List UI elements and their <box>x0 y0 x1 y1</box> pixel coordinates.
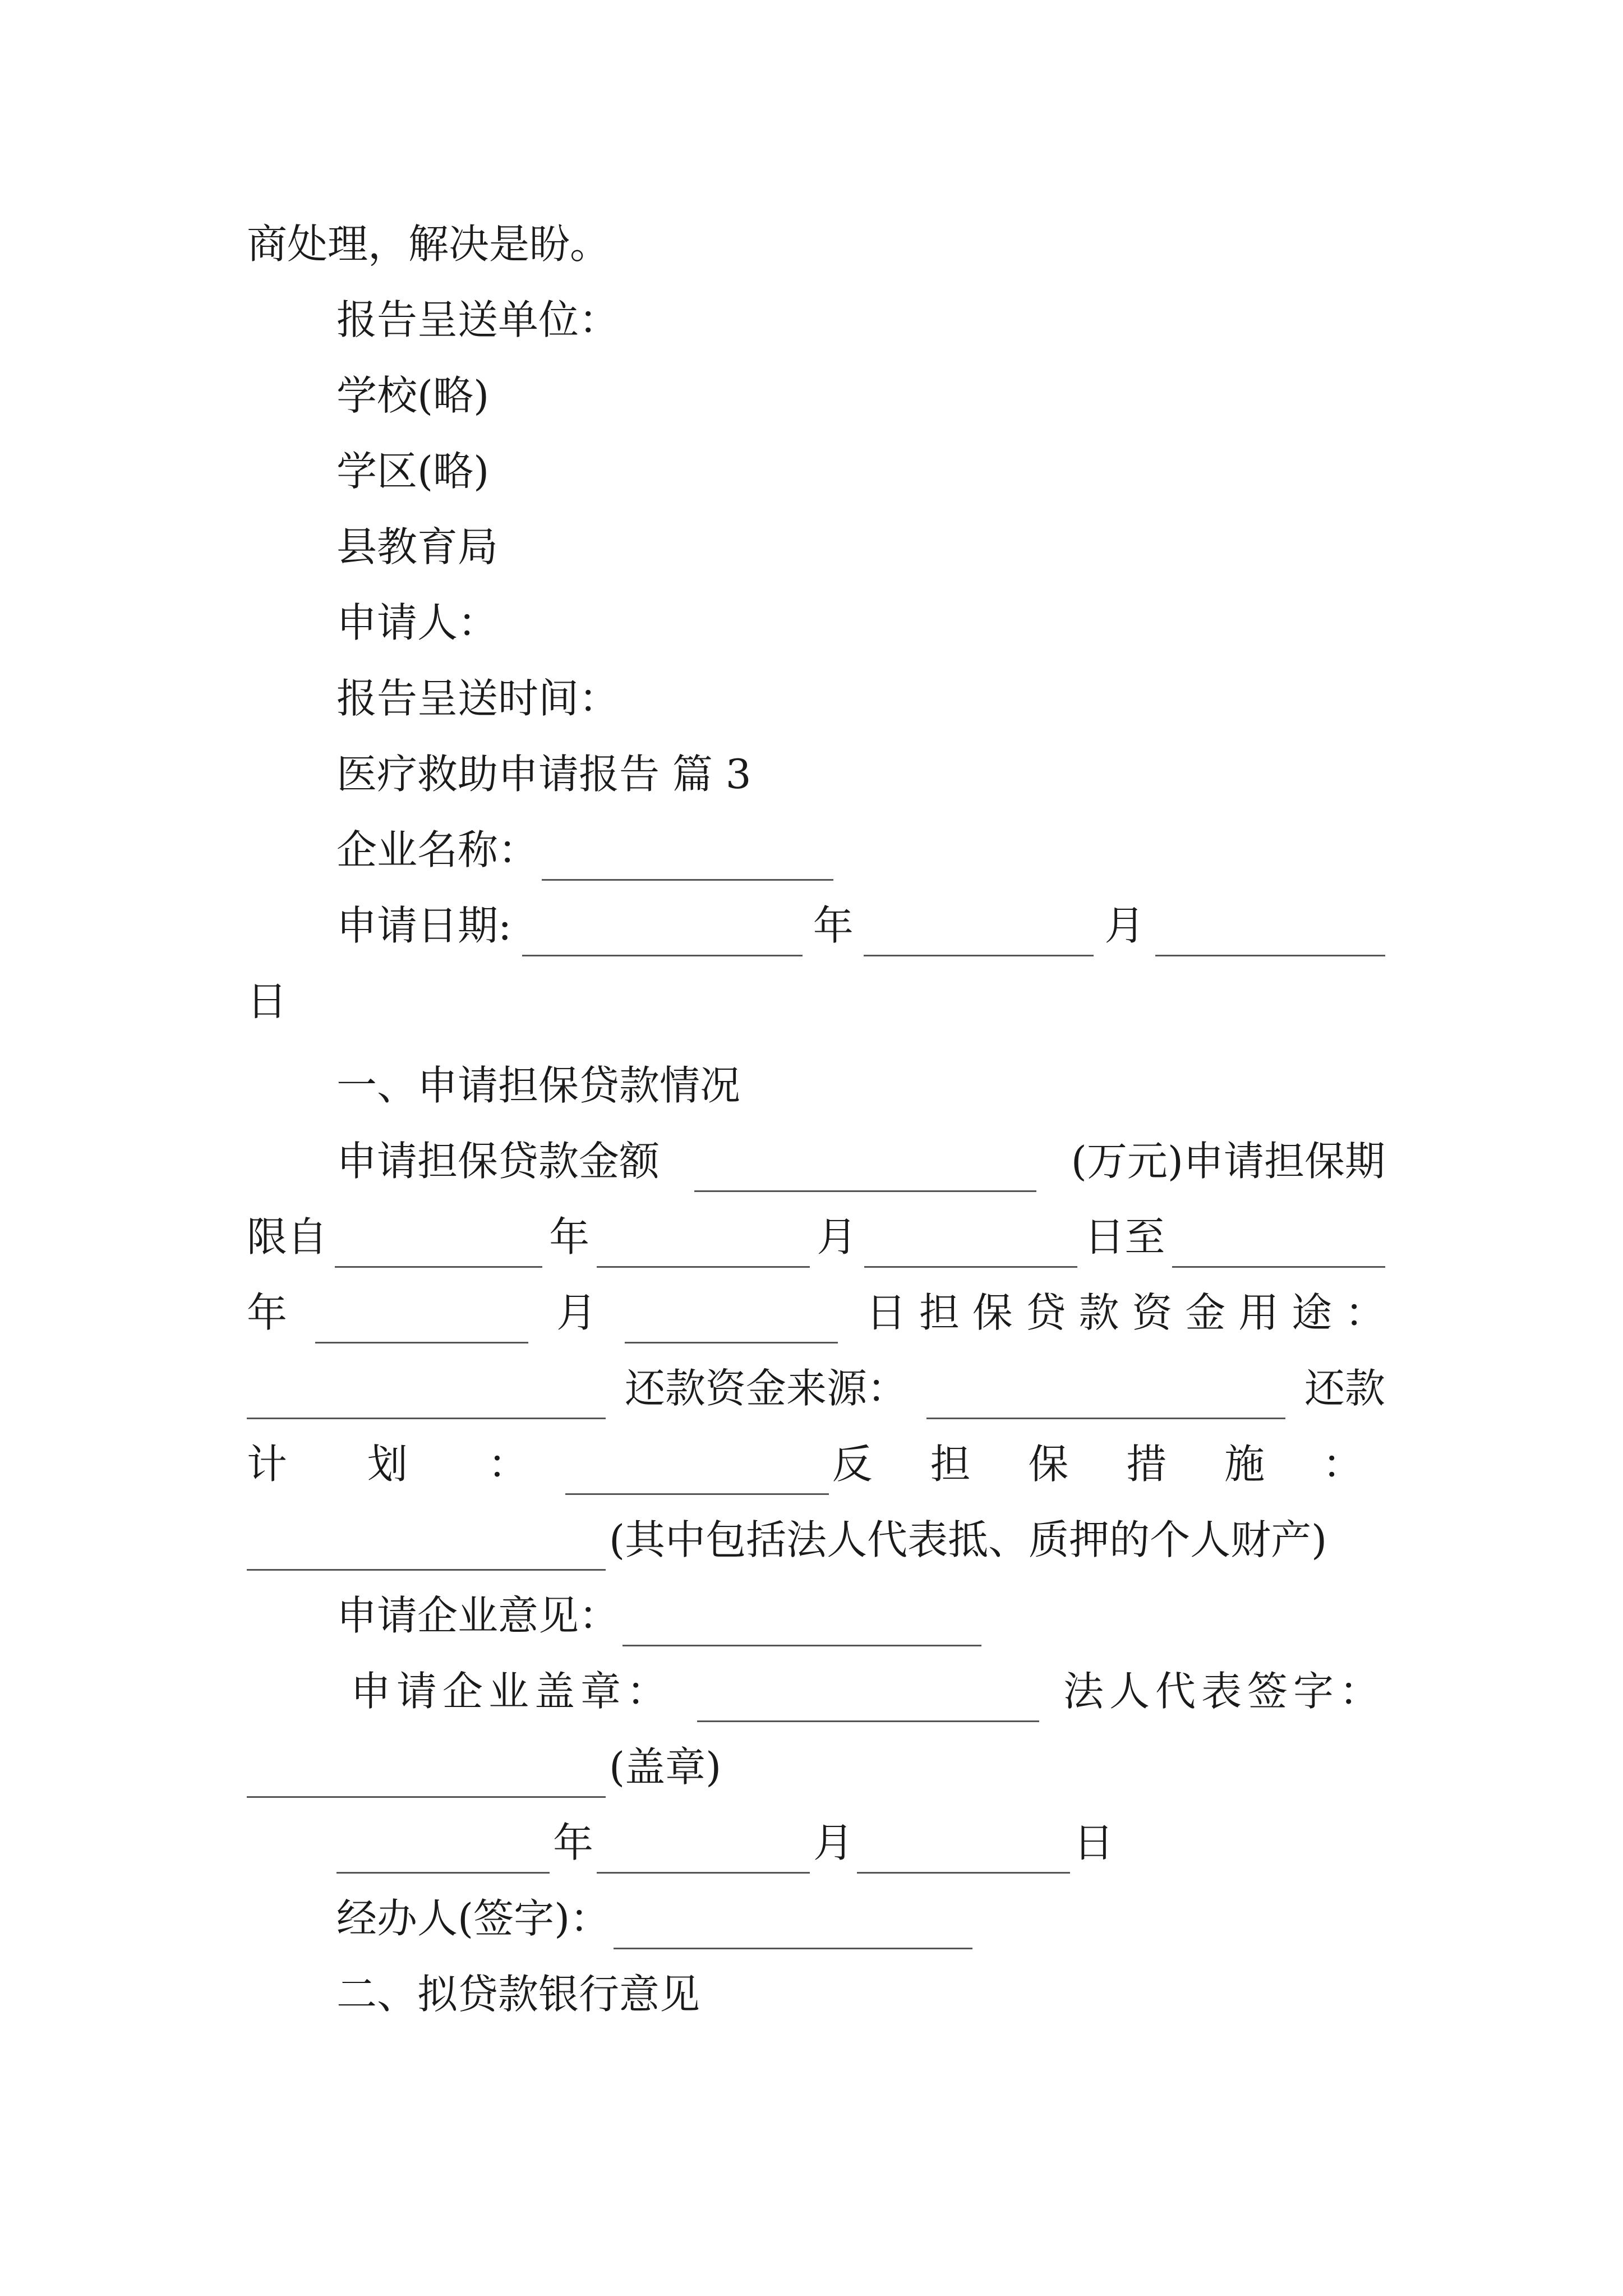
seal-row <box>247 1736 1385 1798</box>
to-month-blank[interactable] <box>315 1303 528 1343</box>
repayment-source-row <box>247 1358 1385 1419</box>
handler-row <box>336 1888 1385 1949</box>
counter-guarantee-note: (其中包括法人代表抵、质押的个人财产) <box>609 1516 1327 1563</box>
company-opinion-label: 申请企业意见： <box>336 1592 620 1639</box>
repayment-plan-label: 计 划 ： <box>247 1441 562 1488</box>
handler-blank[interactable] <box>614 1908 972 1949</box>
counter-guarantee-blank[interactable] <box>247 1530 606 1571</box>
repayment-plan-label-start: 还款 <box>1304 1365 1385 1412</box>
to-year-label: 年 <box>247 1289 288 1336</box>
seal-note: (盖章) <box>609 1743 722 1791</box>
counter-guarantee-row <box>247 1509 1385 1571</box>
from-year-label: 年 <box>549 1213 590 1260</box>
loan-amount-row <box>336 1130 1385 1192</box>
sign-day-blank[interactable] <box>857 1833 1070 1874</box>
company-name-row <box>336 819 1385 881</box>
section-heading: 医疗救助申请报告 篇 3 <box>336 751 751 798</box>
repayment-plan-blank[interactable] <box>565 1454 829 1495</box>
loan-amount-label: 申请担保贷款金额 <box>336 1138 660 1185</box>
repayment-source-blank[interactable] <box>926 1378 1285 1419</box>
section-one-heading: 一、申请担保贷款情况 <box>336 1062 741 1109</box>
sign-month-label: 月 <box>813 1819 854 1866</box>
sign-year-blank[interactable] <box>336 1833 550 1874</box>
from-year-blank[interactable] <box>335 1227 542 1268</box>
year-blank[interactable] <box>522 915 803 956</box>
recipient-education-bureau: 县教育局 <box>336 523 499 570</box>
report-date-label: 报告呈送时间： <box>336 675 620 722</box>
repayment-source-label: 还款资金来源： <box>624 1365 907 1412</box>
signature-date-row <box>336 1812 1385 1874</box>
application-date-row <box>336 895 1385 956</box>
company-seal-label: 申请企业盖章： <box>351 1668 673 1715</box>
sign-month-blank[interactable] <box>597 1833 810 1874</box>
company-seal-row <box>351 1660 1385 1722</box>
company-seal-blank[interactable] <box>697 1681 1039 1722</box>
legal-rep-signature-blank[interactable] <box>247 1757 606 1798</box>
period-from-row <box>247 1206 1385 1268</box>
application-date-label: 申请日期: <box>336 902 512 949</box>
paragraph-line: 商处理，解决是盼。 <box>247 220 611 268</box>
recipient-school: 学校(略) <box>336 372 490 419</box>
to-day-blank[interactable] <box>625 1303 838 1343</box>
applicant-label: 申请人： <box>336 599 499 646</box>
period-to-row <box>247 1282 1385 1343</box>
handler-label: 经办人(签字)： <box>336 1895 611 1942</box>
from-day-blank[interactable] <box>864 1227 1077 1268</box>
from-month-label: 月 <box>817 1213 857 1260</box>
recipient-district: 学区(略) <box>336 448 490 495</box>
to-year-blank[interactable] <box>1172 1227 1385 1268</box>
counter-guarantee-label: 反 担 保 措 施 ： <box>832 1441 1385 1488</box>
report-recipient-label: 报告呈送单位： <box>336 296 620 343</box>
period-from-label: 限自 <box>247 1213 328 1260</box>
year-label: 年 <box>813 902 854 949</box>
company-name-label: 企业名称： <box>336 826 539 873</box>
period-to-label: 日至 <box>1084 1213 1165 1260</box>
day-blank[interactable] <box>1155 915 1385 956</box>
month-label: 月 <box>1104 902 1145 949</box>
guarantee-period-label: (万元)申请担保期 <box>1071 1138 1385 1185</box>
month-blank[interactable] <box>864 915 1094 956</box>
fund-usage-label: 日 担 保 贷 款 资 金 用 途 ： <box>865 1289 1385 1336</box>
company-opinion-row <box>336 1585 1385 1646</box>
loan-amount-blank[interactable] <box>694 1151 1036 1192</box>
repayment-plan-row <box>247 1433 1385 1495</box>
sign-year-label: 年 <box>553 1819 594 1866</box>
to-month-label: 月 <box>556 1289 597 1336</box>
from-month-blank[interactable] <box>597 1227 810 1268</box>
legal-rep-signature-label: 法人代表签字： <box>1063 1668 1385 1715</box>
fund-usage-blank[interactable] <box>247 1378 606 1419</box>
sign-day-label: 日 <box>1073 1819 1114 1866</box>
day-label: 日 <box>247 978 288 1025</box>
section-two-heading: 二、拟贷款银行意见 <box>336 1971 700 2018</box>
company-name-blank[interactable] <box>542 840 833 881</box>
company-opinion-blank[interactable] <box>623 1605 981 1646</box>
